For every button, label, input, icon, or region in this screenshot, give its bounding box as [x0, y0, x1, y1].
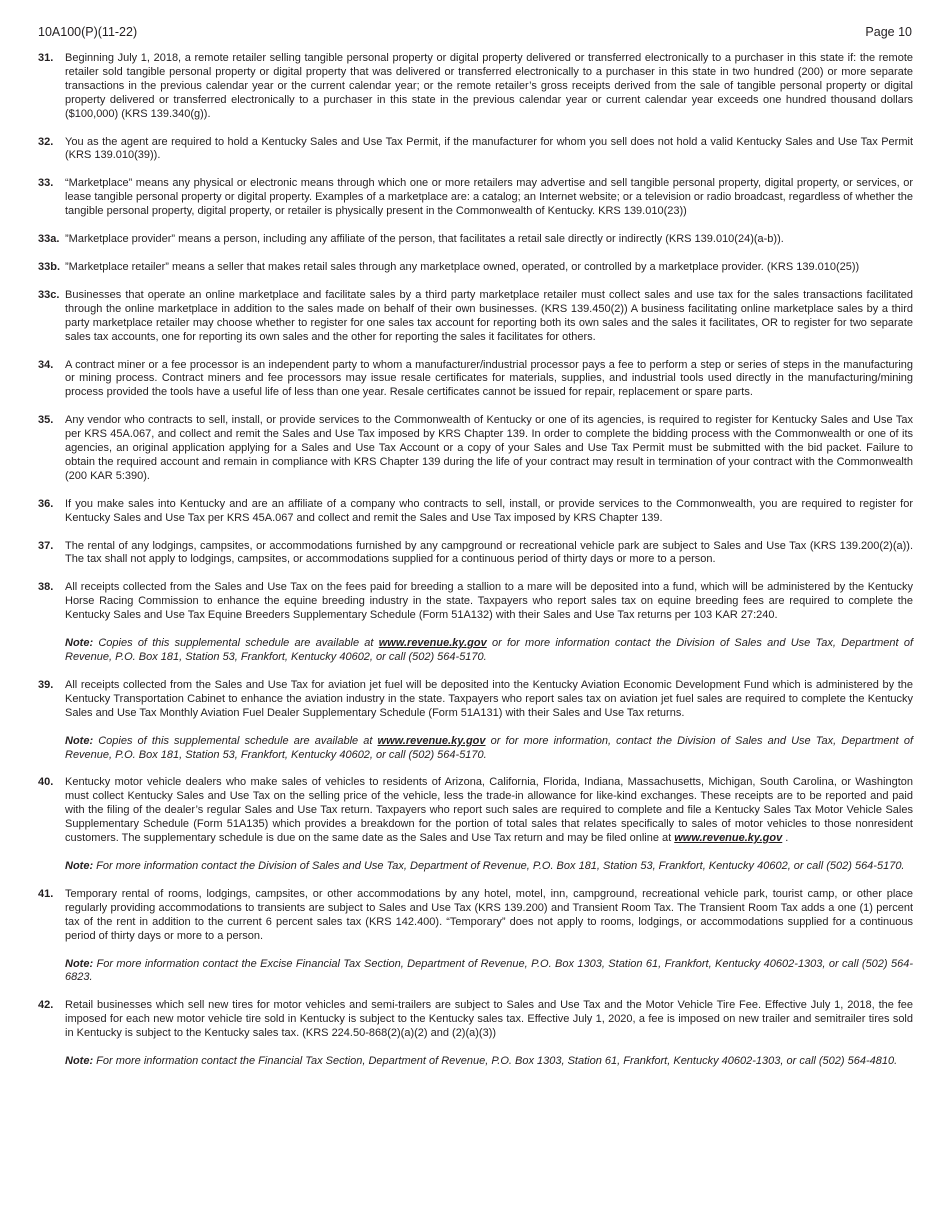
item-number: 32.: [38, 135, 54, 148]
revenue-website-link[interactable]: www.revenue.ky.gov: [377, 734, 486, 747]
item-number: 33c.: [38, 288, 60, 301]
note: [65, 958, 913, 986]
note-text: For more information contact the Financial Tax Section, Department of Revenue, P.O. Box 1303, Station 61, Frankfort, Kentucky 40602-1303, or call (502) 564-4810.: [93, 1055, 898, 1068]
item-text: “Marketplace” means any physical or electronic means through which one or more retailers may advertise and sell tangible personal property, digital property, or services, or lease tangible personal property or digital property. Examples of a marketplace are: a catalog; an Internet website; or a television or radio broadcast, regardless of whether the tangible personal property, digital property, or retailer is physically present in the Commonwealth of Kentucky. KRS 139.010(23)): [65, 177, 913, 218]
item-text-end: .: [782, 832, 789, 845]
item-text: Temporary rental of rooms, lodgings, campsites, or other accommodations by any hotel, motel, inn, campground, recreational vehicle park, tourist camp, or other place regularly providing accommodations to transients are subject to Sales and Use Tax (KRS 139.200) and Transient Room Tax. The Transient Room Tax adds a one (1) percent tax of the rent in addition to the current 6 percent sales tax (KRS 142.400). “Temporary” does not apply to rooms, lodgings, or accommodations supplied for a continuous period of thirty days or more to a person.: [65, 887, 913, 942]
item-number: 33a.: [38, 233, 60, 246]
page-number: Page 10: [865, 25, 912, 39]
note: [65, 860, 913, 874]
revenue-website-link[interactable]: www.revenue.ky.gov: [378, 637, 487, 650]
item-number: 35.: [38, 414, 54, 427]
item-number: 33b.: [38, 260, 61, 273]
list-item: [38, 581, 913, 665]
item-text: ”Marketplace provider” means a person, including any affiliate of the person, that facilitates a retail sale directly or indirectly (KRS 139.010(24)(a-b)).: [65, 233, 784, 246]
list-item: [38, 289, 913, 345]
note-text: For more information contact the Division of Sales and Use Tax, Department of Revenue, P.O. Box 181, Station 53, Frankfort, Kentucky 40602, or call (502) 564-5170.: [93, 859, 905, 872]
item-text: Businesses that operate an online marketplace and facilitate sales by a third party marketplace retailer must collect sales and use tax for the sales transactions facilitated through the online marketplace in addition to the sales made on behalf of their own businesses. (KRS 139.450(2)) A business facilitating online marketplace sales by a third party marketplace retailer may choose whether to register for one sales tax account for reporting both its own sales and the sales it facilitates, OR to register for two separate sales tax accounts, one for reporting its own sales and the other for reporting the sales it facilitates for others.: [65, 288, 913, 343]
note: [65, 1055, 913, 1069]
item-number: 41.: [38, 887, 54, 900]
list-item: [38, 261, 913, 275]
note-text: or for more information, contact the Division of Sales and Use Tax, Department of Revenue, P.O. Box 181, Station 53, Frankfort, Kentucky 40602, or call (502) 564-5170.: [65, 734, 913, 761]
list-item: [38, 776, 913, 873]
item-number: 31.: [38, 52, 54, 64]
page-header: [38, 25, 912, 40]
note: [65, 637, 913, 665]
list-item: [38, 136, 913, 164]
item-text: The rental of any lodgings, campsites, or accommodations furnished by any campground or recreational vehicle park are subject to Sales and Use Tax (KRS 139.200(2)(a)). The tax shall not apply to lodgings, campsites, or accommodations supplied for a continuous period of thirty days or more to a person.: [65, 539, 913, 566]
item-number: 40.: [38, 776, 54, 789]
list-item: [38, 540, 913, 568]
item-text: All receipts collected from the Sales and Use Tax for aviation jet fuel will be deposited into the Kentucky Aviation Economic Development Fund which is administered by the Kentucky Transportation Cabinet to enhance the aviation industry in the state. Taxpayers who report sales tax on aviation jet fuel sales are required to complete the Kentucky Sales and Use Tax Monthly Aviation Fuel Dealer Supplementary Schedule (Form 51A131) with their Sales and Use Tax returns.: [65, 678, 913, 719]
list-item: [38, 233, 913, 247]
item-number: 34.: [38, 358, 54, 371]
list-item: [38, 177, 913, 219]
list-item: [38, 498, 913, 526]
item-text: If you make sales into Kentucky and are an affiliate of a company who contracts to sell, install, or provide services to the Commonwealth, you are required to register for Kentucky Sales and Use Tax per KRS 45A.067 and collect and remit the Sales and Use Tax imposed by KRS Chapter 139.: [65, 497, 913, 524]
note-text: Copies of this supplemental schedule are available at: [93, 637, 379, 650]
item-text: A contract miner or a fee processor is an independent party to whom a manufacturer/industrial processor pays a fee to perform a step or series of steps in the manufacturing or mining process. Contract miners and fee processors may issue resale certificates for materials, supplies, and industrial tools used directly in the manufacturing/mining process provided the tools have a useful life of less than one year. Resale certificates cannot be issued for repair, replacement or spare parts.: [65, 358, 913, 399]
item-text: You as the agent are required to hold a Kentucky Sales and Use Tax Permit, if the manufacturer for whom you sell does not hold a valid Kentucky Sales and Use Tax Permit (KRS 139.010(39)).: [65, 135, 913, 162]
note-label: Note:: [65, 1055, 94, 1068]
list-item: [38, 359, 913, 401]
revenue-website-link[interactable]: www.revenue.ky.gov: [674, 832, 783, 845]
item-number: 39.: [38, 678, 54, 691]
item-number: 36.: [38, 497, 54, 510]
item-text: Kentucky motor vehicle dealers who make sales of vehicles to residents of Arizona, California, Florida, Indiana, Massachusetts, Michigan, South Carolina, or Washington must collect Kentucky Sales and Use Tax on the selling price of the vehicle, less the trade-in allowance for like-kind exchanges. These receipts are to be reported and paid with the filing of the dealer’s regular Sales and Use Tax return. Taxpayers who report such sales are required to complete and file a Kentucky Sales Tax Motor Vehicle Sales Supplementary Schedule (Form 51A135) which provides a breakdown for the portion of total sales that relates specifically to sales of motor vehicles to those nonresident customers. The supplementary schedule is due on the same date as the Sales and Use Tax return and may be filed online at: [65, 776, 913, 845]
item-text: All receipts collected from the Sales and Use Tax on the fees paid for breeding a stallion to a mare will be deposited into a fund, which will be administered by the Kentucky Horse Racing Commission to enhance the equine breeding industry in the state. Taxpayers who report sales tax on equine breeding fees are required to complete the Kentucky Sales and Use Tax Equine Breeders Supplementary Schedule (Form 51A132) with their Sales and Use Tax returns per 103 KAR 27:240.: [65, 581, 913, 622]
form-id: 10A100(P)(11-22): [38, 25, 138, 39]
note-text: For more information contact the Excise Financial Tax Section, Department of Revenue, P.O. Box 1303, Station 61, Frankfort, Kentucky 40602-1303, or call (502) 564-6823.: [65, 957, 913, 984]
item-number: 37.: [38, 539, 54, 552]
note-label: Note:: [65, 734, 94, 747]
note-text: or for more information contact the Division of Sales and Use Tax, Department of Revenue, P.O. Box 181, Station 53, Frankfort, Kentucky 40602, or call (502) 564-5170.: [65, 637, 914, 663]
instructions-list: [38, 52, 913, 1083]
item-text: Any vendor who contracts to sell, install, or provide services to the Commonwealth of Kentucky or one of its agencies, is required to register for Kentucky Sales and Use Tax per KRS 45A.067, and collect and remit the Sales and Use Tax imposed by KRS Chapter 139. In order to complete the bidding process with the Commonwealth or one of its agencies, an original application applying for a Sales and Use Tax Account or a copy of your Sales and Use Tax Permit must be submitted with the bid packet. Failure to obtain the required account and remain in compliance with KRS Chapter 139 during the life of your contract may result in termination of your contract with the Commonwealth (200 KAR 5:390).: [65, 414, 913, 482]
item-number: 42.: [38, 999, 54, 1012]
item-text: Beginning July 1, 2018, a remote retailer selling tangible personal property or digital property delivered or transferred electronically to a purchaser in this state if: the remote retailer sold tangible personal property or digital property that was delivered or transferred electronically to a purchaser in this state in two hundred (200) or more separate transactions in the previous calendar year or the current calendar year; or the remote retailer’s gross receipts derived from the sale of tangible personal property or digital property delivered or transferred electronically to a purchaser in this state in the previous calendar year or current calendar year exceeds one hundred thousand dollars ($100,000) (KRS 139.340(g)).: [65, 52, 913, 120]
item-text: Retail businesses which sell new tires for motor vehicles and semi-trailers are subject to Sales and Use Tax and the Motor Vehicle Tire Fee. Effective July 1, 2018, the fee imposed for each new motor vehicle tire sold in Kentucky is subject to the Kentucky sales tax. Effective July 1, 2020, a fee is imposed on new trailer and semitrailer tires sold in Kentucky is subject to the Kentucky sales tax. (KRS 224.50-868(2)(a)(2) and (2)(a)(3)): [65, 999, 913, 1040]
note-text: Copies of this supplemental schedule are available at: [93, 734, 378, 747]
list-item: [38, 999, 913, 1069]
list-item: [38, 414, 913, 484]
item-text-block: [65, 776, 913, 846]
list-item: [38, 888, 913, 985]
list-item: [38, 52, 913, 122]
note-label: Note:: [65, 637, 94, 650]
item-number: 38.: [38, 581, 54, 594]
item-number: 33.: [38, 177, 54, 190]
item-text: ”Marketplace retailer” means a seller that makes retail sales through any marketplace owned, operated, or controlled by a marketplace provider. (KRS 139.010(25)): [65, 260, 860, 273]
list-item: [38, 679, 913, 763]
note-label: Note:: [65, 859, 94, 872]
note-label: Note:: [65, 957, 94, 970]
note: [65, 735, 913, 763]
